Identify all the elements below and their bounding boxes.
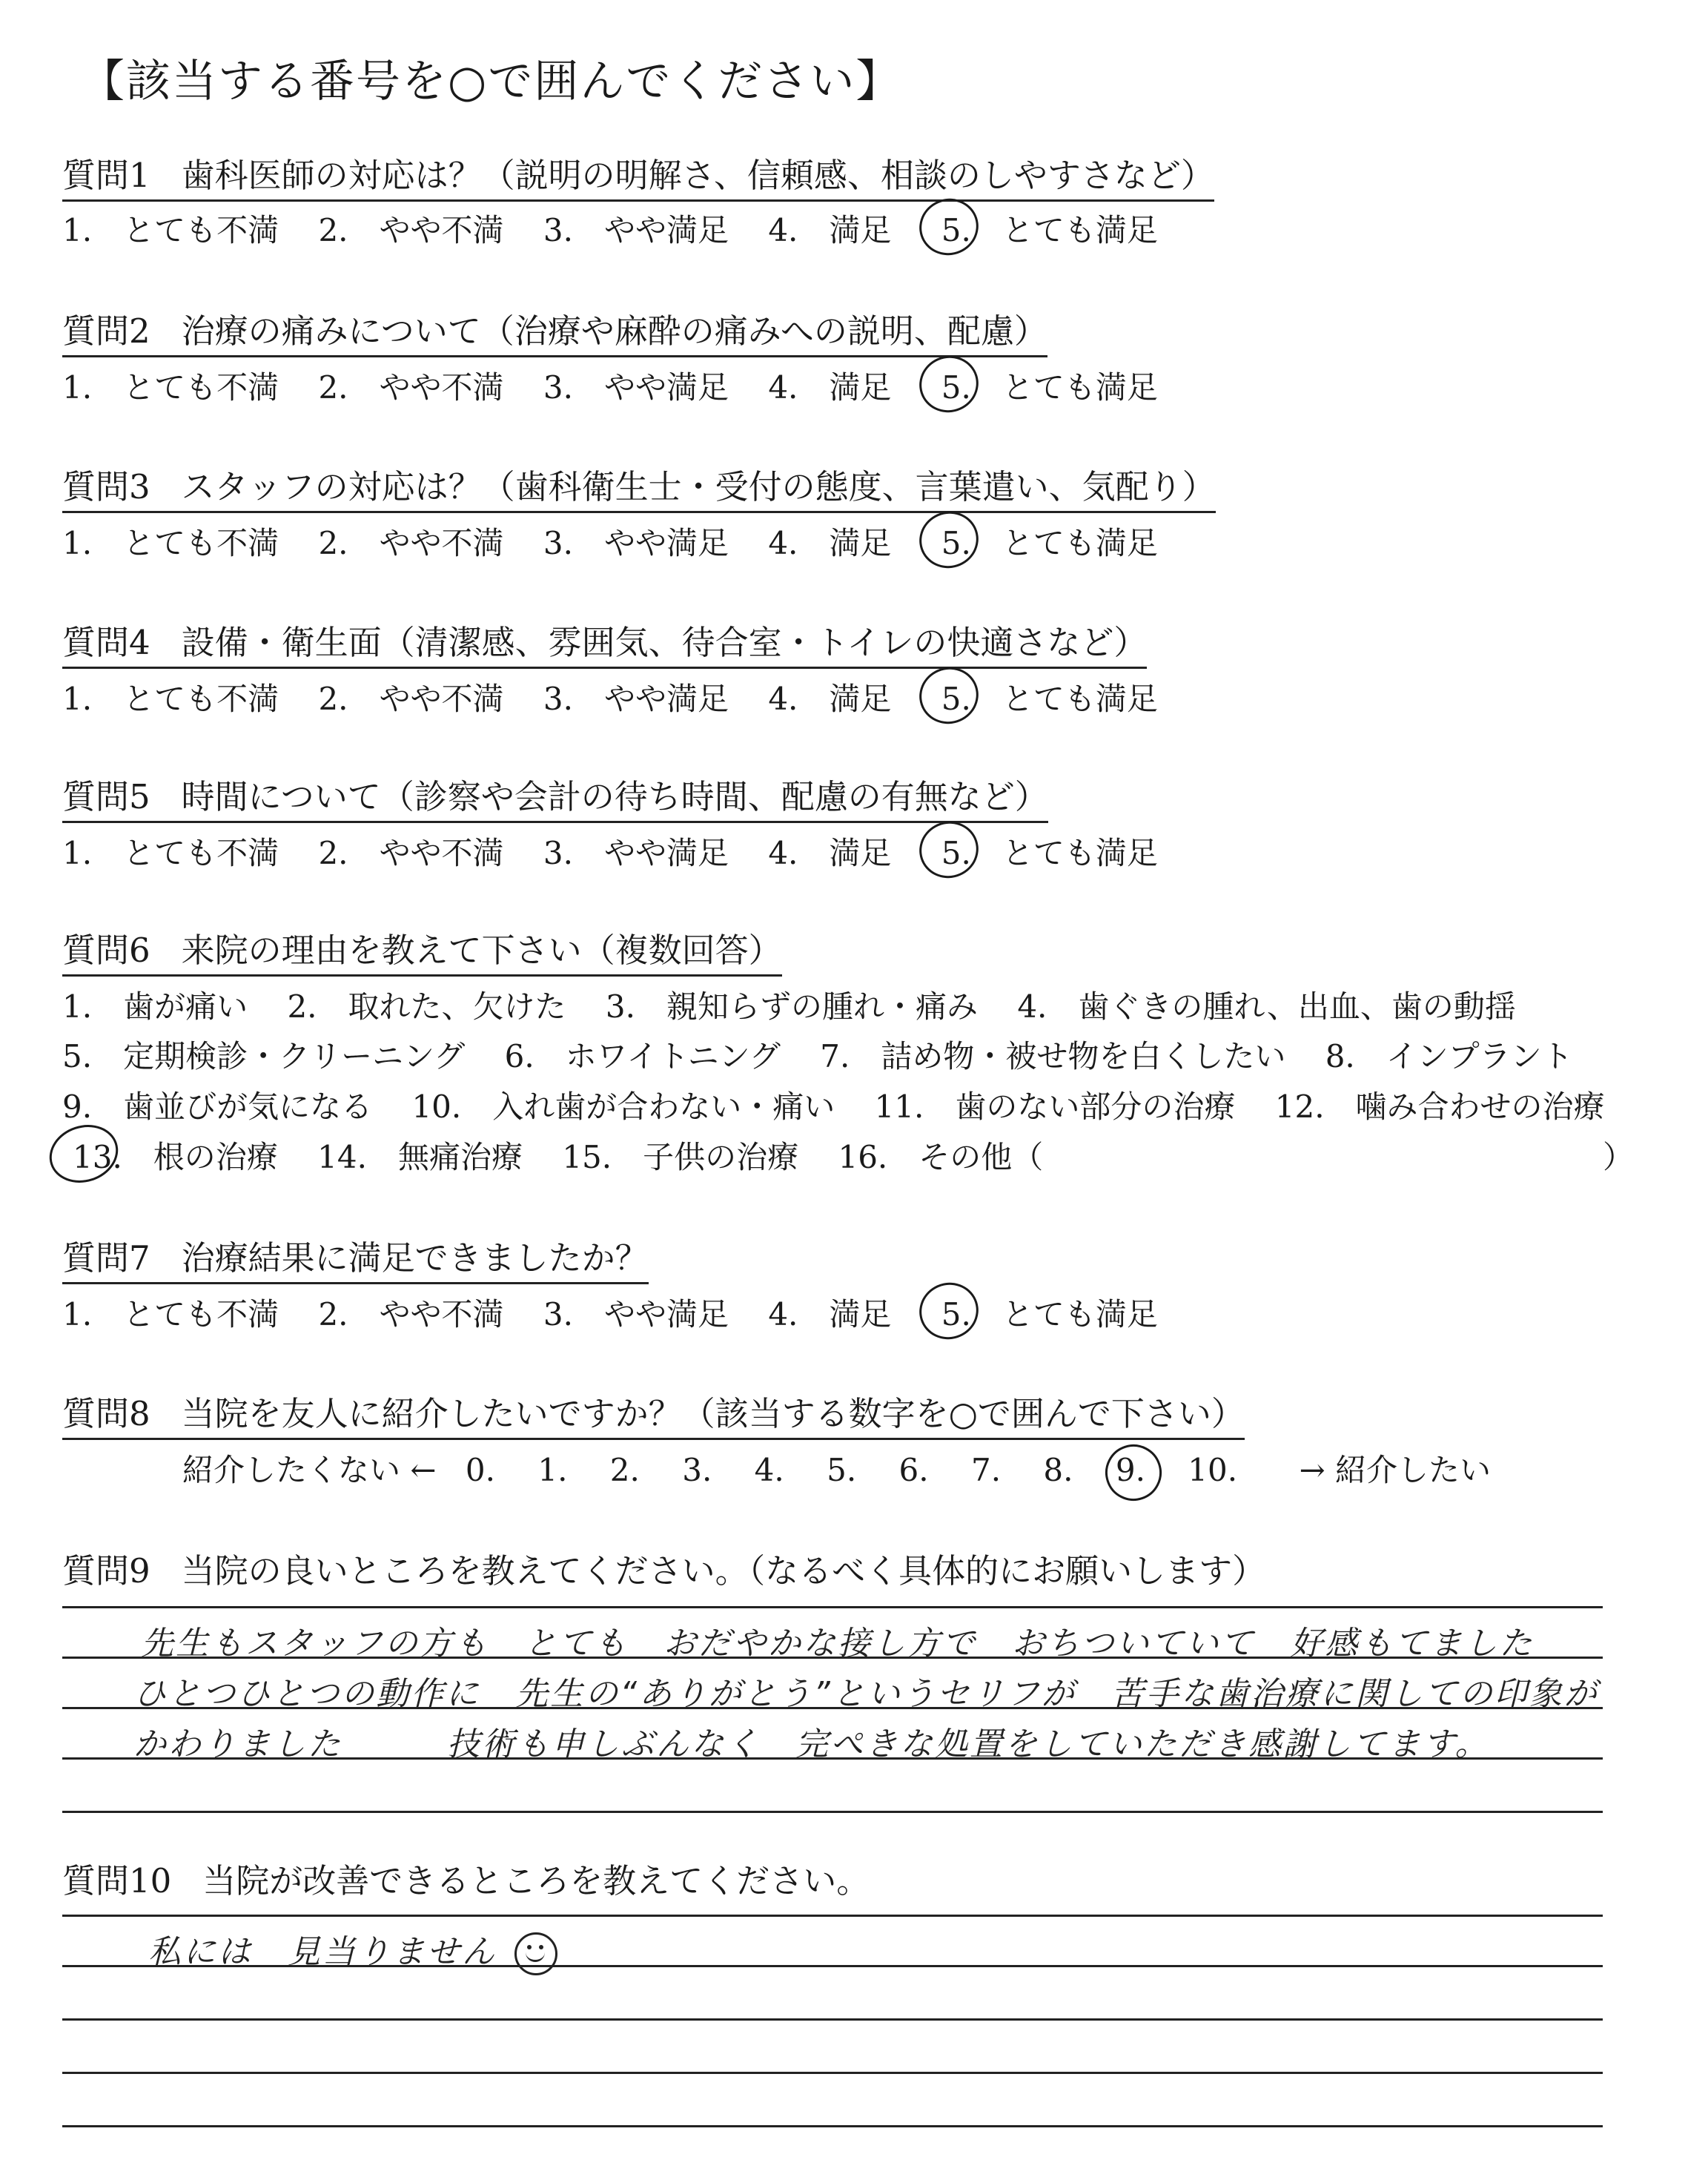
- scale-option-9-selected[interactable]: 9.: [1115, 1452, 1145, 1488]
- question-6-row-1: [62, 982, 1546, 1027]
- scale-option-1[interactable]: 1.: [537, 1452, 568, 1488]
- rating-option-5-selected[interactable]: [931, 363, 1158, 408]
- answer-line: [62, 1757, 1603, 1760]
- question-9-answer-line-2[interactable]: ひとつひとつの動作に 先生の“ありがとう”というセリフが 苦手な歯治療に関しての印象が: [133, 1675, 1599, 1713]
- question-4-number: 質問4: [62, 623, 150, 662]
- rating-option-3[interactable]: 3. やや満足: [543, 369, 729, 406]
- question-4-text: 設備・衛生面（清潔感、雰囲気、待合室・トイレの快適さなど）: [181, 623, 1148, 662]
- question-7-title: [62, 1231, 649, 1284]
- question-9-number: 質問9: [62, 1551, 150, 1591]
- rating-option-5-label: 5. とても満足: [941, 1296, 1158, 1332]
- rating-option-4[interactable]: 4. 満足: [768, 835, 892, 871]
- rating-option-3[interactable]: 3. やや満足: [543, 1296, 729, 1332]
- rating-option-2[interactable]: 2. やや不満: [318, 212, 504, 248]
- scale-option-0[interactable]: 0.: [465, 1452, 495, 1488]
- reason-option-3[interactable]: 3. 親知らずの腫れ・痛み: [605, 988, 978, 1025]
- answer-line: [62, 2125, 1603, 2127]
- scale-option-7[interactable]: 7.: [970, 1452, 1002, 1488]
- rating-option-1[interactable]: 1. とても不満: [62, 369, 279, 406]
- answer-line: [62, 1606, 1603, 1608]
- rating-option-5-label: 5. とても満足: [941, 681, 1158, 717]
- question-9-answer-line-1[interactable]: 先生もスタッフの方も とても おだやかな接し方で おちついていて 好感もてました: [141, 1625, 1535, 1662]
- rating-option-5-label: 5. とても満足: [941, 835, 1158, 871]
- question-2-options: [62, 363, 1188, 408]
- reason-option-4[interactable]: 4. 歯ぐきの腫れ、出血、歯の動揺: [1017, 988, 1516, 1025]
- question-6-number: 質問6: [62, 931, 150, 970]
- rating-option-3[interactable]: 3. やや満足: [543, 212, 729, 248]
- question-10-number: 質問10: [62, 1861, 172, 1900]
- reason-option-12[interactable]: 12. 噛み合わせの治療: [1274, 1089, 1605, 1125]
- question-9-answer-line-3[interactable]: かわりました 技術も申しぶんなく 完ぺきな処置をしていただき感謝してます。: [133, 1725, 1490, 1763]
- scale-left-label: 紹介したくない ←: [182, 1452, 437, 1488]
- rating-option-4[interactable]: 4. 満足: [768, 369, 892, 406]
- question-10-answer-text: 私には 見当りません: [148, 1933, 497, 1971]
- question-1-number: 質問1: [62, 156, 150, 195]
- question-8-text: 当院を友人に紹介したいですか？（該当する数字を○で囲んで下さい）: [181, 1394, 1245, 1433]
- scale-option-5[interactable]: 5.: [827, 1452, 857, 1488]
- question-2-text: 治療の痛みについて（治療や麻酔の痛みへの説明、配慮）: [181, 311, 1047, 351]
- rating-option-4[interactable]: 4. 満足: [768, 525, 892, 561]
- reason-option-10[interactable]: 10. 入れ歯が合わない・痛い: [411, 1089, 835, 1125]
- reason-option-13-selected[interactable]: [62, 1133, 278, 1178]
- rating-option-5-label: 5. とても満足: [941, 525, 1158, 561]
- reason-option-14[interactable]: 14. 無痛治療: [317, 1139, 523, 1175]
- rating-option-5-selected[interactable]: [931, 519, 1158, 564]
- question-3-number: 質問3: [62, 467, 150, 506]
- question-3-text: スタッフの対応は？（歯科衛生士・受付の態度、言葉遣い、気配り）: [181, 467, 1216, 506]
- rating-option-1[interactable]: 1. とても不満: [62, 525, 279, 561]
- question-10-answer-line-1[interactable]: [148, 1925, 557, 1975]
- rating-option-2[interactable]: 2. やや不満: [318, 369, 504, 406]
- question-9-text: 当院の良いところを教えてください。（なるべく具体的にお願いします）: [181, 1551, 1266, 1591]
- other-close-paren: ）: [1603, 1139, 1635, 1175]
- rating-option-3[interactable]: 3. やや満足: [543, 835, 729, 871]
- answer-line: [62, 2072, 1603, 2074]
- question-6-row-4: [62, 1133, 1635, 1178]
- question-6-row-2: [62, 1032, 1603, 1077]
- scale-option-4[interactable]: 4.: [754, 1452, 784, 1488]
- question-1-title: [62, 148, 1214, 202]
- question-5-text: 時間について（診察や会計の待ち時間、配慮の有無など）: [181, 777, 1048, 816]
- answer-line: [62, 1965, 1603, 1967]
- question-6-title: [62, 923, 782, 977]
- question-1-options: [62, 206, 1188, 251]
- question-8-number: 質問8: [62, 1394, 150, 1433]
- rating-option-4[interactable]: 4. 満足: [768, 681, 892, 717]
- reason-option-13-label: 13. 根の治療: [73, 1139, 278, 1175]
- answer-line: [62, 1657, 1603, 1659]
- rating-option-5-selected[interactable]: [931, 206, 1158, 251]
- reason-option-8[interactable]: 8. インプラント: [1325, 1038, 1573, 1074]
- rating-option-1[interactable]: 1. とても不満: [62, 835, 279, 871]
- question-6-text: 来院の理由を教えて下さい（複数回答）: [181, 931, 782, 970]
- question-10-title: [62, 1854, 870, 1905]
- scale-right-label: → 紹介したい: [1299, 1452, 1491, 1488]
- reason-option-5[interactable]: 5. 定期検診・クリーニング: [62, 1038, 466, 1074]
- scale-option-8[interactable]: 8.: [1043, 1452, 1073, 1488]
- rating-option-2[interactable]: 2. やや不満: [318, 1296, 504, 1332]
- rating-option-2[interactable]: 2. やや不満: [318, 525, 504, 561]
- scale-option-10[interactable]: 10.: [1188, 1452, 1238, 1488]
- rating-option-5-label: 5. とても満足: [941, 212, 1158, 248]
- rating-option-4[interactable]: 4. 満足: [768, 1296, 892, 1332]
- question-1-text: 歯科医師の対応は？（説明の明解さ、信頼感、相談のしやすさなど）: [181, 156, 1214, 195]
- answer-line: [62, 2018, 1603, 2021]
- rating-option-5-label: 5. とても満足: [941, 369, 1158, 406]
- question-5-options: [62, 829, 1188, 873]
- reason-option-7[interactable]: 7. 詰め物・被せ物を白くしたい: [820, 1038, 1286, 1074]
- question-7-text: 治療結果に満足できましたか？: [181, 1238, 649, 1278]
- rating-option-3[interactable]: 3. やや満足: [543, 525, 729, 561]
- answer-line: [62, 1707, 1603, 1709]
- rating-option-2[interactable]: 2. やや不満: [318, 681, 504, 717]
- question-3-title: [62, 460, 1216, 513]
- scale-option-2[interactable]: 2.: [609, 1452, 640, 1488]
- question-7-options: [62, 1290, 1188, 1335]
- question-5-number: 質問5: [62, 777, 150, 816]
- referral-scale: [163, 1446, 1510, 1490]
- reason-option-16[interactable]: 16. その他（: [838, 1139, 1044, 1175]
- reason-option-9[interactable]: 9. 歯並びが気になる: [62, 1089, 373, 1125]
- smiley-icon: [514, 1932, 557, 1975]
- question-7-number: 質問7: [62, 1238, 150, 1278]
- rating-option-1[interactable]: 1. とても不満: [62, 1296, 279, 1332]
- rating-option-5-selected[interactable]: [931, 829, 1158, 873]
- rating-option-5-selected[interactable]: [931, 675, 1158, 719]
- rating-option-4[interactable]: 4. 満足: [768, 212, 892, 248]
- rating-option-1[interactable]: 1. とても不満: [62, 212, 279, 248]
- reason-option-1[interactable]: 1. 歯が痛い: [62, 988, 248, 1025]
- answer-line: [62, 1915, 1603, 1917]
- scale-option-6[interactable]: 6.: [898, 1452, 929, 1488]
- answer-line: [62, 1811, 1603, 1813]
- page-title: 【該当する番号を○で囲んでください】: [80, 56, 902, 108]
- rating-option-3[interactable]: 3. やや満足: [543, 681, 729, 717]
- reason-option-6[interactable]: 6. ホワイトニング: [504, 1038, 781, 1074]
- question-9-title: [62, 1544, 1265, 1595]
- rating-option-1[interactable]: 1. とても不満: [62, 681, 279, 717]
- question-5-title: [62, 770, 1048, 823]
- rating-option-5-selected[interactable]: [931, 1290, 1158, 1335]
- question-4-options: [62, 675, 1188, 719]
- question-8-title: [62, 1387, 1245, 1440]
- question-2-number: 質問2: [62, 311, 150, 351]
- question-4-title: [62, 615, 1147, 669]
- reason-option-11[interactable]: 11. 歯のない部分の治療: [874, 1089, 1236, 1125]
- scale-option-3[interactable]: 3.: [682, 1452, 712, 1488]
- reason-option-2[interactable]: 2. 取れた、欠けた: [287, 988, 566, 1025]
- question-6-row-3: [62, 1083, 1635, 1127]
- question-10-text: 当院が改善できるところを教えてください。: [202, 1861, 870, 1900]
- reason-option-15[interactable]: 15. 子供の治療: [562, 1139, 799, 1175]
- rating-option-2[interactable]: 2. やや不満: [318, 835, 504, 871]
- question-2-title: [62, 304, 1047, 357]
- question-3-options: [62, 519, 1188, 564]
